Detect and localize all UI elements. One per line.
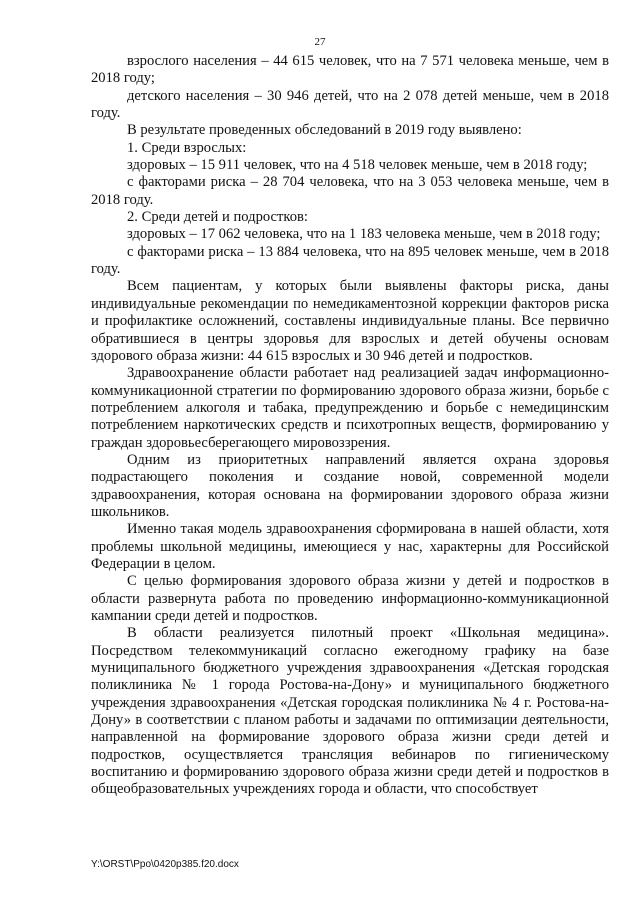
page-number: 27 [314,36,326,48]
paragraph-6: с факторами риска – 28 704 человека, что на 3 053 человека меньше, чем в 2018 году. [91,174,609,208]
paragraph-10: Всем пациентам, у которых были выявлены факторы риска, даны индивидуальные рекомендации по немедикаментозной коррекции факторов риска и профилактике осложнений, составлены индивидуальные планы. Все первично обратившиеся в центры здоровья для взрослых и детей обучены основам здорового образа жизни: 44 615 взрослых и 30 946 детей и подростков. [91,278,609,364]
paragraph-3: В результате проведенных обследований в 2019 году выявлено: [127,122,522,139]
paragraph-13: Именно такая модель здравоохранения сформирована в нашей области, хотя проблемы школьной медицины, имеющиеся у нас, характерны для Российской Федерации в целом. [91,521,609,572]
file-path-footer: Y:\ORST\Ppo\0420p385.f20.docx [91,859,239,870]
paragraph-15: В области реализуется пилотный проект «Школьная медицина». Посредством телекоммуникаций согласно ежегодному графику на базе муниципального бюджетного учреждения здравоохранения «Детская городская поликлиника № 1 города Ростова-на-Дону» и муниципального бюджетного учреждения здравоохранения «Детская городская поликлиника № 4 г. Ростова-на-Дону» в соответствии с планом работы и задачами по оптимизации деятельности, направленной на формирование здорового образа жизни среди детей и подростков, осуществляется трансляция вебинаров по гигиеническому воспитанию и формированию здорового образа жизни среди детей и подростков в общеобразовательных учреждениях города и области, что способствует [91,625,609,798]
paragraph-4: 1. Среди взрослых: [127,139,247,156]
paragraph-8: здоровых – 17 062 человека, что на 1 183 человека меньше, чем в 2018 году; [127,226,601,243]
paragraph-7: 2. Среди детей и подростков: [127,209,308,226]
paragraph-9: с факторами риска – 13 884 человека, что на 895 человек меньше, чем в 2018 году. [91,243,609,278]
paragraph-1: взрослого населения – 44 615 человек, что на 7 571 человека меньше, чем в 2018 году; [91,53,609,87]
paragraph-2: детского населения – 30 946 детей, что на 2 078 детей меньше, чем в 2018 году. [91,87,609,122]
paragraph-5: здоровых – 15 911 человек, что на 4 518 человек меньше, чем в 2018 году; [127,157,588,174]
paragraph-11: Здравоохранение области работает над реализацией задач информационно-коммуникационной стратегии по формированию здорового образа жизни, борьбе с потреблением алкоголя и табака, предупреждению и борьбе с немедицинским потреблением наркотических средств и психотропных веществ, формированию у граждан здоровьесберегающего мировоззрения. [91,365,609,451]
paragraph-14: С целью формирования здорового образа жизни у детей и подростков в области развернута работа по проведению информационно-коммуникационной кампании среди детей и подростков. [91,573,609,624]
paragraph-12: Одним из приоритетных направлений является охрана здоровья подрастающего поколения и создание новой, современной модели здравоохранения, которая основана на формировании здорового образа жизни школьников. [91,451,609,520]
document-body [91,53,609,799]
